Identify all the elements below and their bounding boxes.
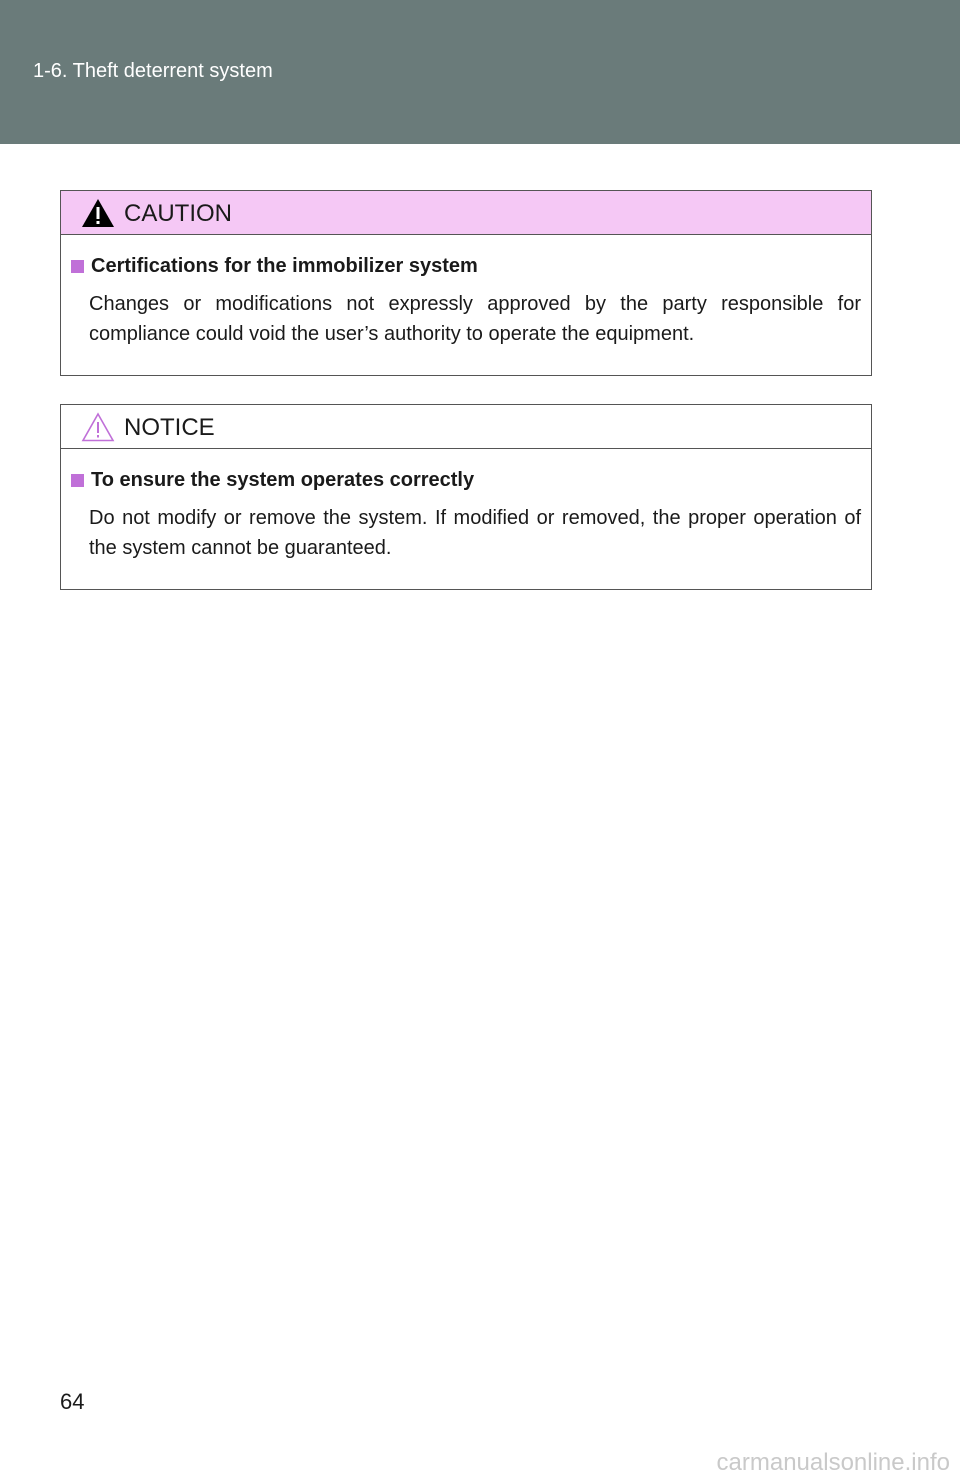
- caution-heading-text: Certifications for the immobilizer system: [91, 255, 478, 277]
- notice-heading-text: To ensure the system operates correctly: [91, 469, 475, 491]
- notice-item-heading: [71, 469, 861, 492]
- notice-label: NOTICE: [124, 414, 215, 441]
- page-header: [0, 0, 960, 144]
- page-number: 64: [60, 1389, 85, 1414]
- bullet-square-icon: [71, 474, 84, 487]
- notice-warning-icon: [81, 412, 115, 442]
- section-title: 1-6. Theft deterrent system: [33, 60, 273, 82]
- warning-icon: [81, 198, 115, 228]
- caution-header: [61, 191, 871, 235]
- notice-header: [61, 405, 871, 449]
- notice-body: [61, 449, 871, 589]
- notice-text: Do not modify or remove the system. If modified or removed, the proper operation of the system cannot be guaranteed.: [89, 507, 861, 559]
- caution-item-heading: [71, 255, 861, 278]
- notice-box: [60, 404, 872, 590]
- caution-body: [61, 235, 871, 375]
- caution-box: [60, 190, 872, 376]
- caution-text: Changes or modifications not expressly approved by the party responsible for compliance could void the user’s authority to operate the equipment.: [89, 293, 861, 345]
- bullet-square-icon: [71, 260, 84, 273]
- watermark: carmanualsonline.info: [716, 1449, 950, 1476]
- caution-label: CAUTION: [124, 200, 232, 227]
